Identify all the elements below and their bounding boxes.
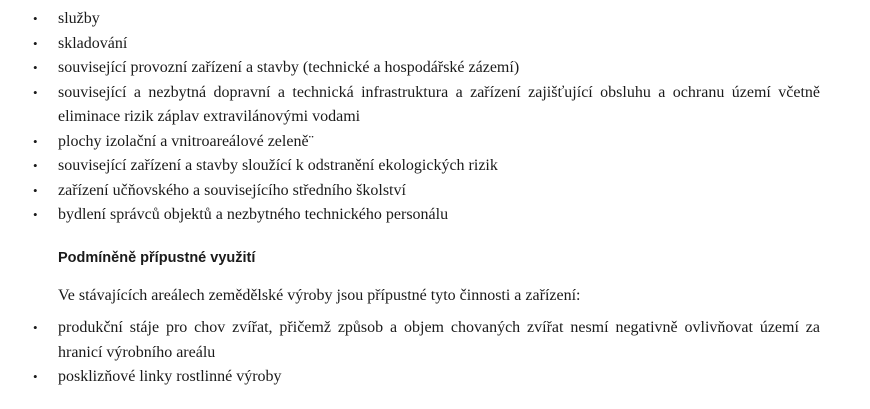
list-item <box>0 81 870 130</box>
list-item <box>0 316 870 365</box>
bullet-icon: • <box>33 182 38 198</box>
list-item <box>0 130 870 155</box>
list-item-text: zařízení učňovského a souvisejícího středního školství <box>58 181 406 199</box>
list-item <box>0 179 870 204</box>
list-item-text: plochy izolační a vnitroareálové zeleně¨ <box>58 132 314 150</box>
list-item-text: produkční stáje pro chov zvířat, přičemž způsob a objem chovaných zvířat nesmí negativně ovlivňovat území za hranicí výrobního areálu <box>58 319 820 361</box>
list-item-text: posklizňové linky rostlinné výroby <box>58 368 282 385</box>
list-item-text: související zařízení a stavby sloužící k odstranění ekologických rizik <box>58 157 498 174</box>
bullet-icon: • <box>33 369 38 384</box>
list-item-text: služby <box>58 10 100 27</box>
bullet-icon: • <box>33 35 38 51</box>
bullet-icon: • <box>33 158 38 173</box>
bullet-list-permitted <box>0 7 870 228</box>
list-item <box>0 56 870 81</box>
list-item <box>0 365 870 390</box>
bullet-list-conditional <box>0 316 870 390</box>
bullet-icon: • <box>33 11 38 26</box>
bullet-icon: • <box>33 60 38 75</box>
bullet-icon: • <box>33 133 38 149</box>
list-item <box>0 32 870 57</box>
list-item <box>0 7 870 32</box>
list-item <box>0 203 870 228</box>
bullet-icon: • <box>33 320 38 335</box>
bullet-icon: • <box>33 207 38 222</box>
section-heading: Podmíněně přípustné využití <box>58 250 256 266</box>
list-item-text: bydlení správců objektů a nezbytného technického personálu <box>58 206 449 223</box>
list-item-text: související a nezbytná dopravní a technická infrastruktura a zařízení zajišťující obsluhu a ochranu území včetně eliminace rizik záplav extravilánovými vodami <box>58 83 820 125</box>
list-item <box>0 154 870 179</box>
list-item-text: související provozní zařízení a stavby (technické a hospodářské zázemí) <box>58 59 520 76</box>
list-item-text: skladování <box>58 34 128 52</box>
bullet-icon: • <box>33 84 38 100</box>
intro-paragraph: Ve stávajících areálech zemědělské výroby jsou přípustné tyto činnosti a zařízení: <box>58 287 581 304</box>
